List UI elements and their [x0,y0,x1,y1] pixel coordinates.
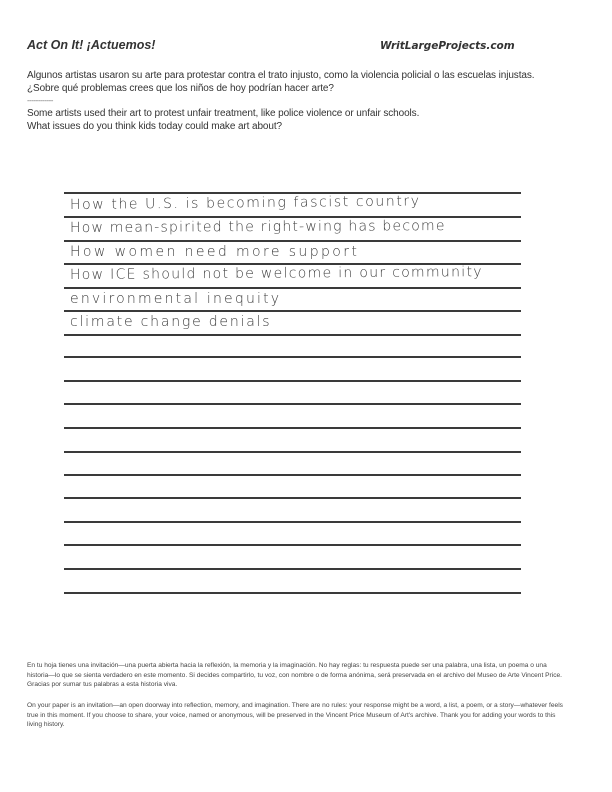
handwritten-response: How ICE should not be welcome in our community [69,264,483,283]
footer-spanish: En tu hoja tienes una invitación—una puerta abierta hacia la reflexión, la memoria y la imaginación. No hay reglas: tu respuesta puede ser una palabra, una lista, un poema o una historia—lo que se sienta verdadero en este momento. Si decides compartirlo, tu voz, con nombre o de forma anónima, será preservada en el archivo del Museo de Arte Vincent Price. Gracias por sumar tus palabras a esta historia viva. [27,662,562,688]
handwritten-response: climate change denials [70,314,272,330]
handwritten-response: environmental inequity [70,291,282,307]
writing-line [64,310,521,312]
writing-line [64,592,521,594]
writing-line [64,403,521,405]
handwritten-response: How women need more support [70,244,360,260]
prompt-spanish-line-1: Algunos artistas usaron su arte para protestar contra el trato injusto, como la violencia policial o las escuelas injustas. [27,70,535,81]
writing-line [64,451,521,453]
handwritten-response: How the U.S. is becoming fascist country [69,193,421,213]
writing-line [64,216,521,218]
page-title: Act On It! ¡Actuemos! [27,38,156,52]
prompt-separator: ------------ [27,96,53,105]
writing-line [64,568,521,570]
website-label: WritLargeProjects.com [380,40,515,52]
writing-line [64,334,521,336]
writing-line [64,356,521,358]
writing-line [64,427,521,429]
writing-line [64,192,521,194]
writing-line [64,380,521,382]
handwritten-response: How mean-spirited the right-wing has become [69,218,446,236]
prompt-english-line-1: Some artists used their art to protest unfair treatment, like police violence or unfair schools. [27,108,420,119]
footer-english: On your paper is an invitation—an open doorway into reflection, memory, and imagination. There are no rules: your response might be a word, a list, a poem, or a story—whatever feels true in this moment. If you choose to share, your voice, named or anonymous, will be preserved in the Vincent Price Museum of Art's archive. Thank you for adding your words to this living history. [27,702,563,728]
writing-line [64,497,521,499]
prompt-english-line-2: What issues do you think kids today could make art about? [27,121,282,132]
prompt-spanish-line-2: ¿Sobre qué problemas crees que los niños de hoy podrían hacer arte? [27,83,334,94]
writing-line [64,474,521,476]
writing-line [64,544,521,546]
writing-line [64,240,521,242]
writing-line [64,287,521,289]
writing-line [64,521,521,523]
